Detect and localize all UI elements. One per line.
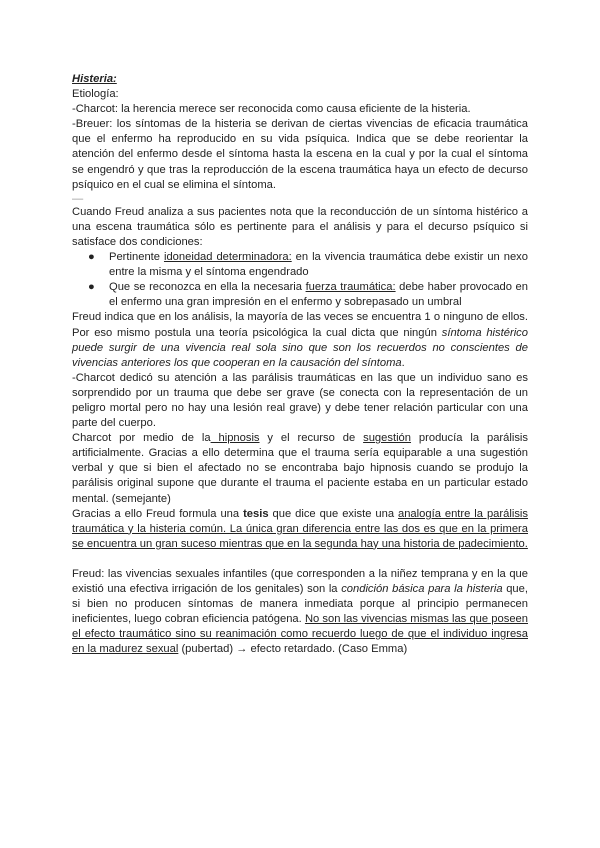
- charcot-paragraph-2: -Charcot dedicó su atención a las parálisis traumáticas en las que un individuo sano es sorprendido por un trauma que debe ser grave (se conecta con la representación de un peligro mortal pero no hay una lesión real grave) y debe tener relación particular con una parte del cuerpo.: [72, 371, 528, 430]
- paragraph-gap: [72, 552, 528, 567]
- thesis-term: tesis: [243, 507, 269, 520]
- document-page: [72, 72, 528, 657]
- condition-item-1: ● Pertinente idoneidad determinadora: en la vivencia traumática debe existir un nexo entre la misma y el síntoma engendrado: [88, 251, 528, 279]
- condition-term-2: fuerza traumática:: [305, 281, 396, 294]
- hipnosis-term: hipnosis: [210, 432, 260, 445]
- bullet-icon: ●: [88, 251, 95, 264]
- condition-item-2: ● Que se reconozca en ella la necesaria fuerza traumática: debe haber provocado en el enfermo una gran impresión en el enfermo y sobrepasado un umbral: [88, 281, 529, 309]
- reanimation-statement: No son las vivencias mismas las que poseen el efecto traumático sino su reanimación como recuerdo luego de que el individuo ingresa en la madurez sexual: [72, 613, 528, 656]
- bullet-icon: ●: [88, 281, 95, 294]
- thesis-paragraph: Gracias a ello Freud formula una tesis que dice que existe una analogía entre la parálisis traumática y la histeria común. La única gran diferencia entre las dos es que en la primera se encuentra un gran suceso mientras que en la segunda hay una historia de padecimiento.: [72, 507, 528, 550]
- condition-basic-term: condición básica para la histeria: [341, 583, 503, 595]
- freud-analysis-paragraph: Cuando Freud analiza a sus pacientes nota que la reconducción de un síntoma histérico a una escena traumática sólo es pertinente para el análisis y para el decurso psíquico si satisface dos condiciones:: [72, 205, 528, 248]
- charcot-paragraph-1: -Charcot: la herencia merece ser reconocida como causa eficiente de la histeria.: [72, 103, 471, 116]
- condition-term-1: idoneidad determinadora:: [163, 251, 292, 264]
- separator-dash: —: [72, 192, 84, 205]
- theory-quote: síntoma histérico puede surgir de una vivencia real sola sino que son los recuerdos no conscientes de vivencias anteriores los que cooperan en la causación del síntoma: [72, 326, 528, 369]
- freud-theory-paragraph: Freud indica que en los análisis, la mayoría de las veces se encuentra 1 o ninguno de ellos. Por eso mismo postula una teoría psicológica la cual dicta que ningún síntoma histérico puede surgir de una vivencia real sola sino que son los recuerdos no conscientes de vivencias anteriores los que cooperan en la causación del síntoma.: [72, 311, 528, 369]
- sugestion-term: sugestión: [363, 432, 412, 445]
- etiology-heading: Etiología:: [72, 88, 119, 101]
- analogy-statement: analogía entre la parálisis traumática y la histeria común. La única gran diferencia entre las dos es que en la primera se encuentra un gran suceso mientras que en la segunda hay una historia de padecimiento.: [72, 507, 528, 550]
- section-title: Histeria:: [72, 73, 117, 85]
- conditions-list: [72, 250, 528, 310]
- charcot-paragraph-3: Charcot por medio de la hipnosis y el recurso de sugestión producía la parálisis artificialmente. Gracias a ello determina que el trauma sería equiparable a una sugestión verbal y que si bien el afectado no se encontraba bajo hipnosis cuando se produjo la parálisis original supone que durante el trauma el paciente estaba en un particular estado mental. (semejante): [72, 432, 529, 505]
- breuer-paragraph: -Breuer: los síntomas de la histeria se derivan de ciertas vivencias de eficacia traumática que el enfermo ha reproducido en su vida psíquica. Indica que se debe reorientar la atención del enfermo desde el síntoma hasta la escena en la cual y por la cual el síntoma se engendró y que tras la reproducción de la escena traumática haya un efecto de decurso psíquico en el cual se elimina el síntoma.: [72, 118, 528, 191]
- freud-sexual-paragraph: Freud: las vivencias sexuales infantiles (que corresponden a la niñez temprana y en la que existió una efectiva irrigación de los genitales) son la condición básica para la histeria que, si bien no producen síntomas de manera inmediata porque al principio permanecen ineficientes, luego cobran eficiencia patógena. No son las vivencias mismas las que poseen el efecto traumático sino su reanimación como recuerdo luego de que el individuo ingresa en la madurez sexual (pubertad) → efecto retardado. (Caso Emma): [72, 567, 528, 656]
